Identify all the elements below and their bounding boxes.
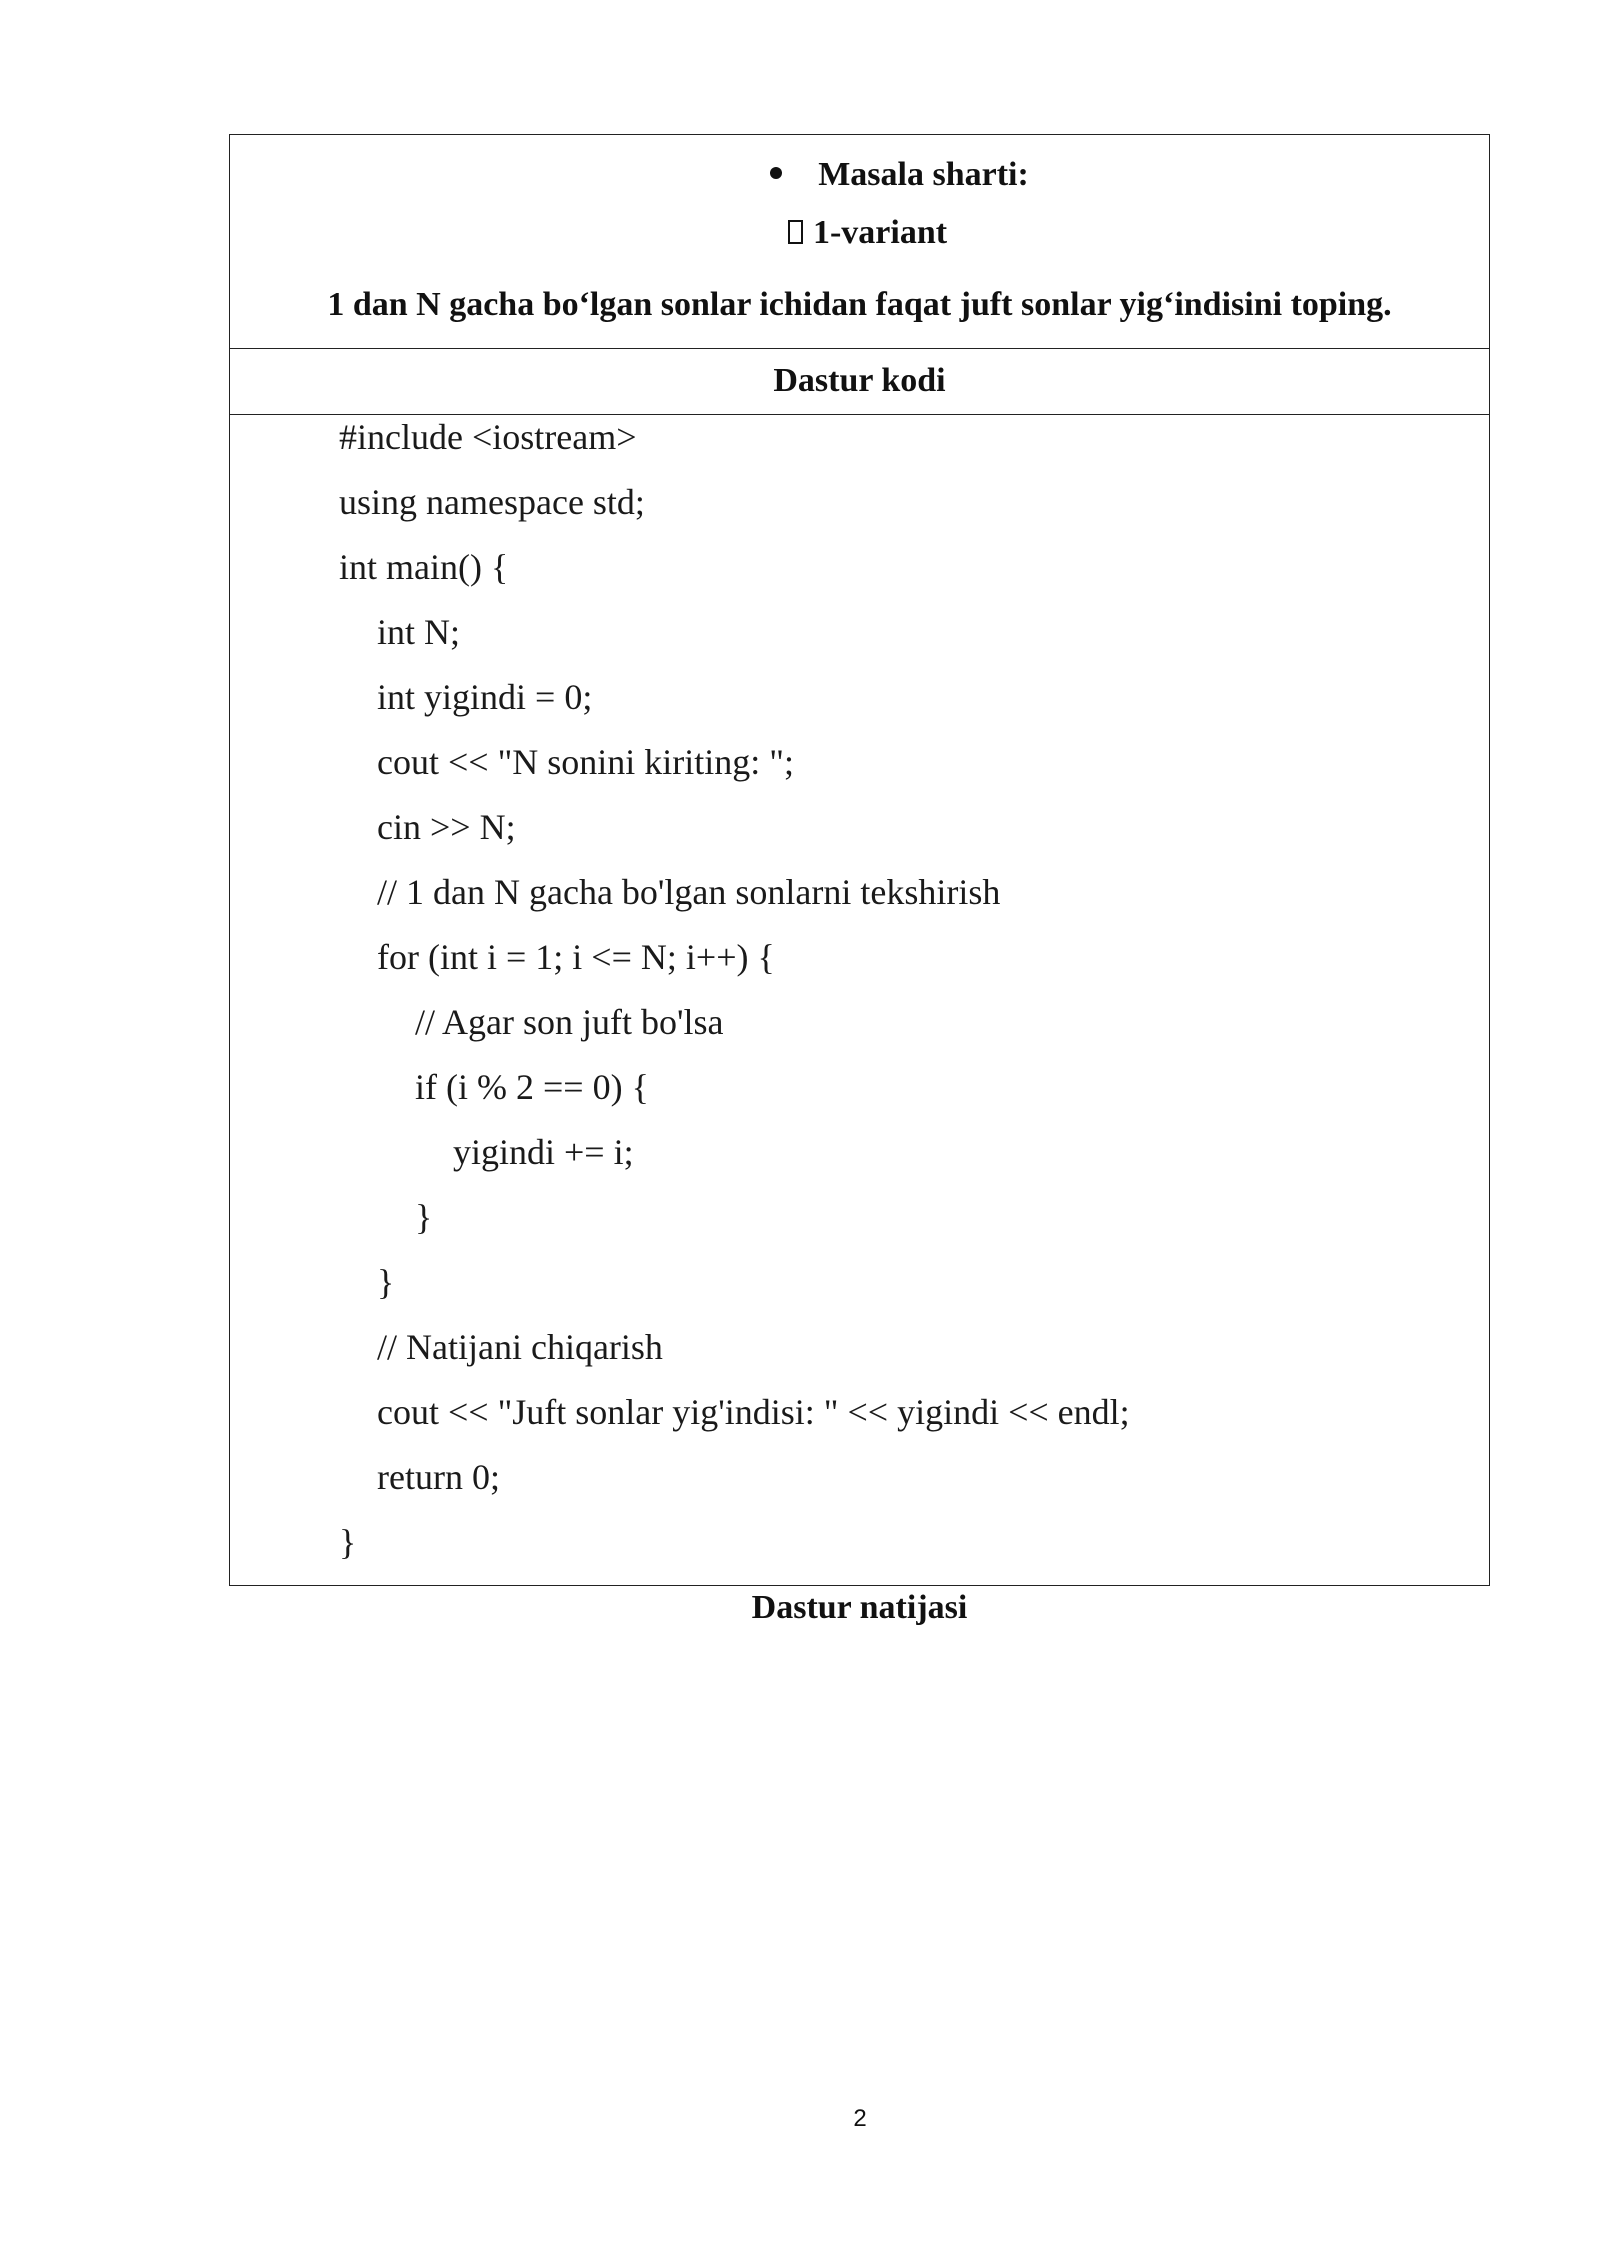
- code-line: using namespace std;: [339, 482, 645, 522]
- result-heading: Dastur natijasi: [751, 1589, 968, 1626]
- code-line: }: [415, 1197, 433, 1237]
- task-statement-cell: [230, 135, 1489, 349]
- code-line: yigindi += i;: [453, 1132, 634, 1172]
- code-comment: // Natijani chiqarish: [377, 1327, 663, 1367]
- code-line: }: [377, 1262, 395, 1302]
- code-line: for (int i = 1; i <= N; i++) {: [377, 937, 775, 977]
- code-comment: // Agar son juft bo'lsa: [415, 1002, 724, 1042]
- code-line: cin >> N;: [377, 807, 516, 847]
- code-line: #include <iostream>: [339, 417, 637, 457]
- code-line: int yigindi = 0;: [377, 677, 593, 717]
- code-line: int main() {: [339, 547, 509, 587]
- code-line: }: [339, 1522, 357, 1562]
- code-comment: // 1 dan N gacha bo'lgan sonlarni tekshirish: [377, 872, 1001, 912]
- page-number: 2: [853, 2105, 867, 2132]
- code-line: cout << "Juft sonlar yig'indisi: " << yigindi << endl;: [377, 1392, 1130, 1432]
- task-heading-text: Masala sharti:: [818, 156, 1029, 193]
- task-statement: 1 dan N gacha bo‘lgan sonlar ichidan faqat juft sonlar yig‘indisini toping.: [327, 286, 1392, 323]
- task-heading: [230, 155, 1489, 195]
- code-line: cout << "N sonini kiriting: ";: [377, 742, 794, 782]
- variant-text: 1-variant: [812, 214, 948, 251]
- task-table: [229, 134, 1490, 1586]
- code-cell: [230, 415, 1489, 1585]
- missing-glyph-icon: [788, 220, 803, 244]
- bullet-icon: [770, 167, 782, 179]
- variant-label: [230, 213, 1489, 253]
- code-heading: Dastur kodi: [773, 362, 946, 399]
- code-line: if (i % 2 == 0) {: [415, 1067, 649, 1107]
- code-line: int N;: [377, 612, 461, 652]
- code-line: return 0;: [377, 1457, 500, 1497]
- code-header-cell: [230, 349, 1489, 415]
